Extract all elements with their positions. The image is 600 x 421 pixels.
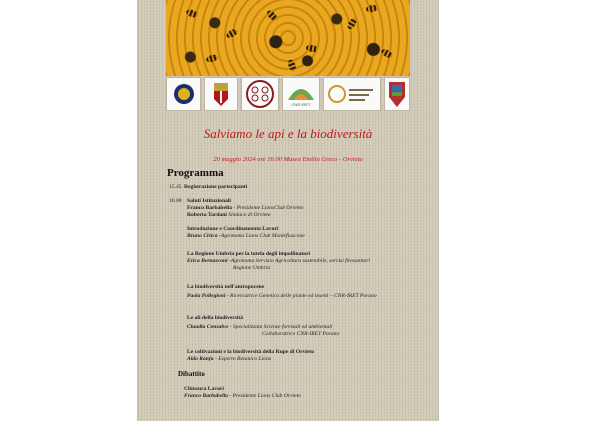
crest-logo (204, 77, 238, 111)
lions-logo (166, 77, 201, 111)
talk-speaker: Aldo Ranfa - Esperto Botanico Lions (187, 356, 272, 362)
talk-title: Le ali della biodiversità (187, 315, 244, 321)
event-date-venue: 20 maggio 2024 ore 16.00 Museo Emilio Greco - Orvieto (213, 156, 363, 163)
event-title: Salviamo le api e la biodiversità (203, 126, 373, 141)
saluti-speaker-2: Roberta Tardani Sindaco di Orvieto (187, 212, 271, 218)
cnr-iret-logo (282, 77, 320, 111)
talk-title: Le coltivazioni e la biodiversità della Rupe di Orvieto (187, 349, 315, 355)
chiusura-label: Chiusura Lavori (184, 386, 224, 392)
saluti-label: Saluti Istituzionali (187, 198, 231, 204)
talk-title: La biodiversità nell'antropocene (187, 284, 265, 290)
saluti-time: 16.00 (169, 198, 182, 204)
shield-logo (384, 77, 410, 111)
talk-speaker-role-line2: Collaboratrice CNR-IRET Porano (262, 331, 340, 337)
circular-seal-logo (241, 77, 279, 111)
dibattito-heading: Dibattito (178, 370, 205, 378)
bees-honeycomb-photo (166, 0, 410, 76)
talk-speaker: Erica Bernasconi -Agronoma Servizio Agricoltura sostenibile, servizi fitosanitari (187, 258, 371, 264)
registration-label: Registrazione partecipanti (184, 184, 248, 190)
talk-title: La Regione Umbria per la tutela degli impollinatori (187, 251, 311, 257)
cnr-iret-label: CNR IRET (291, 101, 311, 107)
talk-speaker-role-line2: Regione Umbria (233, 265, 271, 271)
talk-title: Introduzione e Coordinamento Lavori (187, 226, 279, 232)
talk-speaker: Claudia Consalvo - Specializzata Scienze forestali ed ambientali (187, 324, 333, 330)
talk-speaker: Paola Pollegioni - Ricercatrice Genetica delle piante ed insetti – CNR-IRET Porano (187, 293, 377, 299)
sponsor-logos-row (166, 77, 410, 111)
flyer-sheet (137, 0, 439, 421)
programma-heading: Programma (167, 167, 224, 179)
registration-time: 15.45 (169, 184, 182, 190)
talk-speaker: Bruno Cirica -Agronomo Lions Club Montefiascone (187, 233, 305, 239)
saluti-speaker-1: Franco Barbabella - Presidente LionsClub Orvieto (187, 205, 304, 211)
fondazione-logo (323, 77, 381, 111)
chiusura-speaker: Franco Barbabella - Presidente Lions Club Orvieto (184, 393, 301, 399)
